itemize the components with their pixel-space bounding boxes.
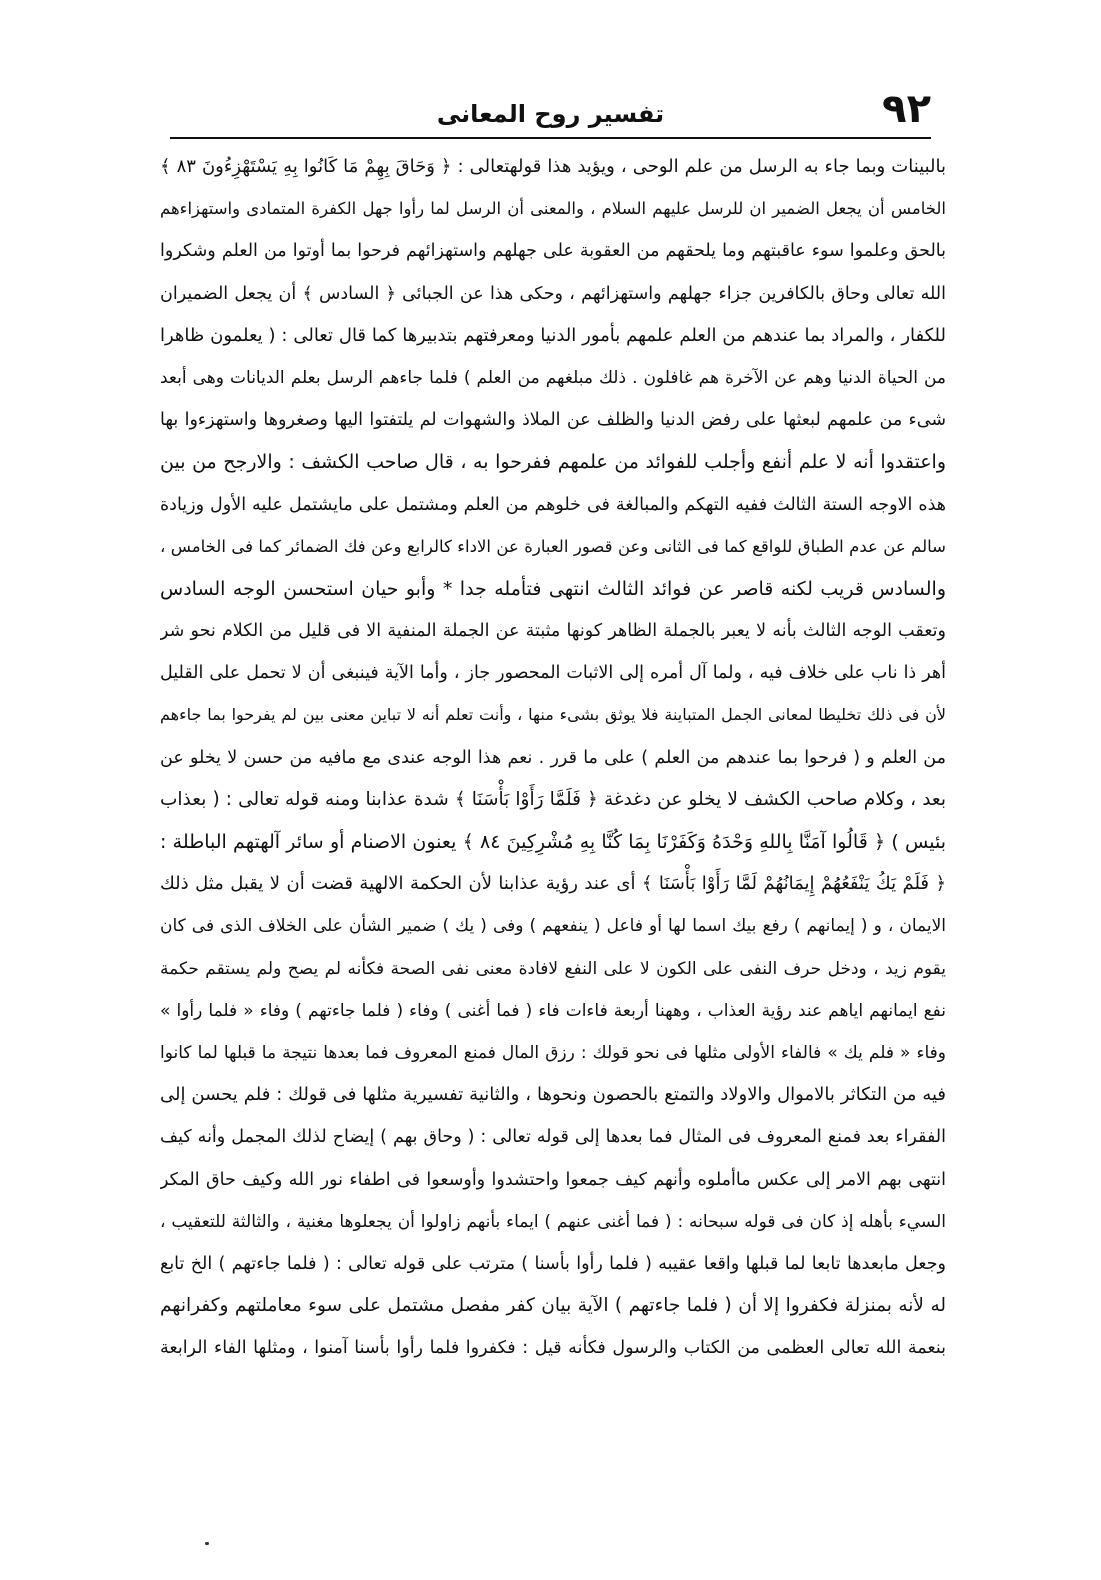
text-line: من العلم و ( فرحوا بما عندهم من العلم ) على ما قرر . نعم هذا الوجه عندى مع مافيه من حسن لا يخلو عن bbox=[160, 747, 946, 768]
text-line: بئيس ) ﴿ قَالُوا آمَنَّا بِاللهِ وَحْدَهُ وَكَفَرْنَا بِمَا كُنَّا بِهِ مُشْرِكِينَ ٨٤ ﴾ يعنون الاصنام أو سائر آلهتهم الباطلة : bbox=[160, 831, 946, 853]
text-line: بالحق وعلموا سوء عاقبتهم وما يلحقهم من العقوبة على جهلهم واستهزائهم فرحوا بما أوتوا من العلم وشكروا bbox=[160, 241, 946, 262]
text-line: هذه الاوجه الستة الثالث ففيه التهكم والمبالغة فى خلوهم من العلم ومشتمل على مايشتمل عليه الأول وزيادة bbox=[160, 494, 946, 515]
text-line: نفع ايمانهم اياهم عند رؤية العذاب ، وههنا أربعة فاءات فاء ( فما أغنى ) وفاء ( فلما جاءتهم ) وفاء « فلما رأوا » bbox=[160, 1000, 946, 1021]
text-line: سالم عن عدم الطباق للواقع كما فى الثانى وعن قصور العبارة عن الاداء كالرابع وعن فك الضمائر كما فى الخامس ، bbox=[160, 536, 946, 556]
body-text bbox=[160, 146, 946, 1369]
text-line: فيه من التكاثر بالاموال والاولاد والتمتع بالحصون ونحوها ، والثانية تفسيرية مثلها فى قولك : فلم يحسن إلى bbox=[160, 1084, 946, 1106]
text-line: وتعقب الوجه الثالث بأنه لا يعبر بالجملة الظاهر كونها مثبتة عن الجملة المنفية الا فى قليل من الكلام نحو شر bbox=[160, 621, 946, 642]
text-line: الايمان ، و ( إيمانهم ) رفع بيك اسما لها أو فاعل ( ينفعهم ) وفى ( يك ) ضمير الشأن على الخلاف الذى فى كان bbox=[160, 916, 946, 937]
running-title: تفسير روح المعانى bbox=[436, 100, 665, 128]
text-line: ﴿ فَلَمْ يَكُ يَنْفَعُهُمْ إِيمَانُهُمْ لَمَّا رَأَوْا بَأْسَنَا ﴾ أى عند رؤية عذابنا لأن الحكمة الالهية قضت أن لا يقبل مثل ذلك bbox=[160, 873, 946, 895]
text-line: شىء من علمهم لبعثها على رفض الدنيا والظلف عن الملاذ والشهوات لم يلتفتوا اليها وصغروها واستهزءوا بها bbox=[160, 410, 946, 431]
text-line: بالبينات وبما جاء به الرسل من علم الوحى ، ويؤيد هذا قولهتعالى : ﴿ وَحَاقَ بِهِمْ مَا كَانُوا بِهِ يَسْتَهْزِءُونَ ٨٣ ﴾ bbox=[160, 156, 946, 177]
text-line: بعد ، وكلام صاحب الكشف لا يخلو عن دغدغة ﴿ فَلَمَّا رَأَوْا بَأْسَنَا ﴾ شدة عذابنا ومنه قوله تعالى : ( بعذاب bbox=[160, 788, 946, 810]
text-line: واعتقدوا أنه لا علم أنفع وأجلب للفوائد من علمهم ففرحوا به ، قال صاحب الكشف : والارجح من بين bbox=[160, 451, 946, 474]
page-header bbox=[170, 86, 931, 138]
text-line: أهر ذا ناب على خلاف فيه ، ولما آل أمره إلى الاثبات المحصور جاز ، وأما الآية فينبغى أن لا تحمل على القليل bbox=[160, 663, 946, 684]
text-line: وفاء « فلم يك » فالفاء الأولى مثلها فى نحو قولك : رزق المال فمنع المعروف فما بعدها نتيجة ما قبلها لما كانوا bbox=[160, 1042, 946, 1063]
page-number: ٩٢ bbox=[882, 86, 931, 132]
text-line: الفقراء بعد فمنع المعروف فى المثال فما بعدها إلى قوله تعالى : ( وحاق بهم ) إيضاح لذلك المجمل وأنه كيف bbox=[160, 1127, 946, 1148]
text-line: للكفار ، والمراد بما عندهم من العلم علمهم بأمور الدنيا ومعرفتهم بتدبيرها كما قال تعالى : ( يعلمون ظاهرا bbox=[160, 324, 946, 346]
text-line: بنعمة الله تعالى العظمى من الكتاب والرسول فكأنه قيل : فكفروا فلما رأوا بأسنا آمنوا ، ومثلها الفاء الرابعة bbox=[160, 1338, 946, 1359]
text-line: السيء بأهله إذ كان فى قوله سبحانه : ( فما أغنى عنهم ) ايماء بأنهم زاولوا أن يجعلوها مغنية ، والثالثة للتعقيب ، bbox=[160, 1211, 946, 1232]
text-line: لأن فى ذلك تخليطا لمعانى الجمل المتباينة فلا يوثق بشىء منها ، وأنت تعلم أنه لا تباين معنى بين لم يفرحوا بما جاءهم bbox=[160, 705, 946, 725]
text-line: له لأنه بمنزلة فكفروا إلا أن ( فلما جاءتهم ) الآية بيان كفر مفصل مشتمل على سوء معاملتهم وكفرانهم bbox=[160, 1295, 946, 1317]
text-line: انتهى بهم الامر إلى عكس ماأملوه وأنهم كيف جمعوا واحتشدوا وأوسعوا فى اطفاء نور الله وكيف حاق المكر bbox=[160, 1169, 946, 1190]
text-line: من الحياة الدنيا وهم عن الآخرة هم غافلون . ذلك مبلغهم من العلم ) فلما جاءهم الرسل بعلم الديانات وهى أبعد bbox=[160, 367, 946, 388]
text-line: الله تعالى وحاق بالكافرين جزاء جهلهم واستهزائهم ، وحكى هذا عن الجبائى ﴿ السادس ﴾ أن يجعل الضميران bbox=[160, 283, 946, 304]
text-line: وجعل مابعدها تابعا لما قبلها واقعا عقيبه ( فلما رأوا بأسنا ) مترتب على قوله تعالى : ( فلما جاءتهم ) الخ تابع bbox=[160, 1253, 946, 1274]
text-line: يقوم زيد ، ودخل حرف النفى على الكون لا على النفع لافادة معنى نفى الصحة فكأنه لم يصح ولم يستقم حكمة bbox=[160, 958, 946, 979]
text-line: والسادس قريب لكنه قاصر عن فوائد الثالث انتهى فتأمله جدا * وأبو حيان استحسن الوجه السادس bbox=[160, 577, 946, 600]
text-line: الخامس أن يجعل الضمير ان للرسل عليهم السلام ، والمعنى أن الرسل لما رأوا جهل الكفرة المتمادى واستهزاءهم bbox=[160, 199, 946, 219]
stray-mark bbox=[205, 1542, 209, 1545]
header-divider bbox=[170, 137, 931, 139]
